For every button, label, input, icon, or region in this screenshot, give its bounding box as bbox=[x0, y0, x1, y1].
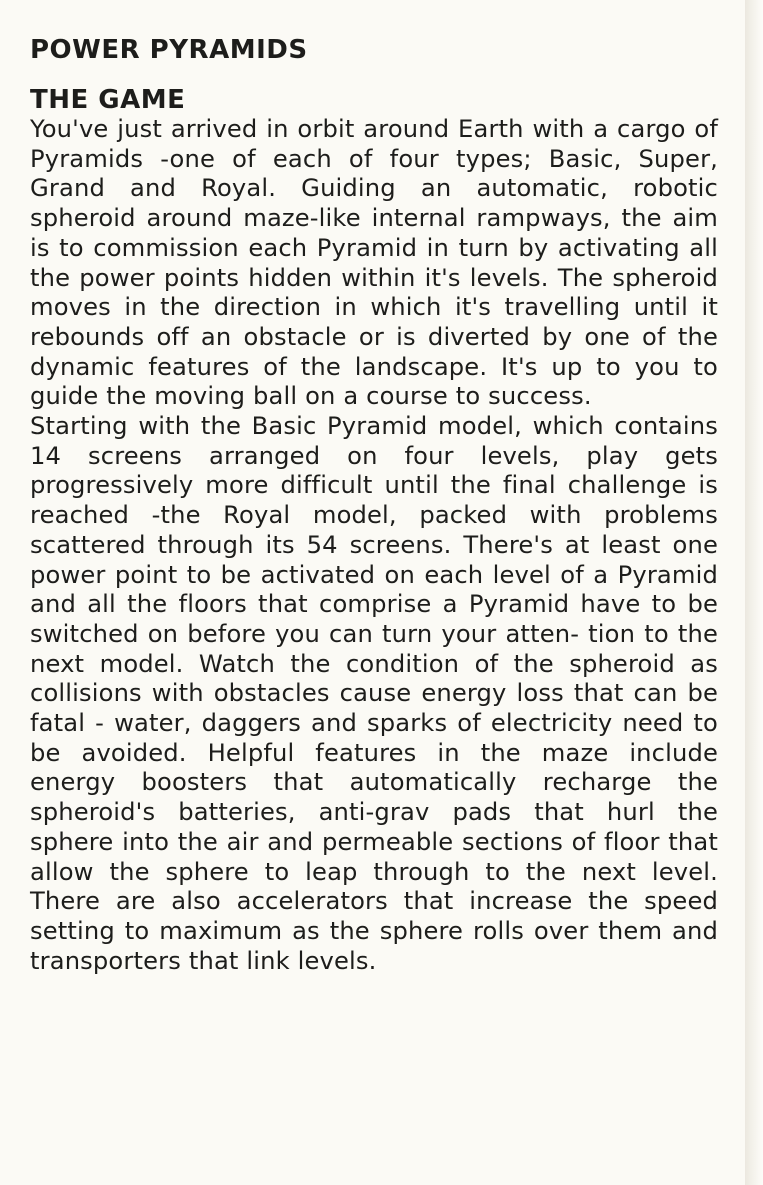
page-edge bbox=[745, 0, 763, 1185]
body-paragraph-2: Starting with the Basic Pyramid model, which contains 14 screens arranged on four levels, play gets progressively more difficult until the final challenge is reached -the Royal model, packed with problems scattered through its 54 screens. There's at least one power point to be activated on each level of a Pyramid and all the floors that comprise a Pyramid have to be switched on before you can turn your atten- tion to the next model. Watch the condition of the spheroid as collisions with obstacles cause energy loss that can be fatal - water, daggers and sparks of electricity need to be avoided. Helpful features in the maze include energy boosters that automatically recharge the spheroid's batteries, anti-grav pads that hurl the sphere into the air and permeable sections of floor that allow the sphere to leap through to the next level. There are also accelerators that increase the speed setting to maximum as the sphere rolls over them and transporters that link levels. bbox=[30, 412, 718, 975]
body-paragraph-1: You've just arrived in orbit around Earth with a cargo of Pyramids -one of each of four types; Basic, Super, Grand and Royal. Guiding an automatic, robotic spheroid around maze-like internal rampways, the aim is to commission each Pyramid in turn by activating all the power points hidden within it's levels. The spheroid moves in the direction in which it's travelling until it rebounds off an obstacle or is diverted by one of the dynamic features of the landscape. It's up to you to guide the moving ball on a course to success. bbox=[30, 115, 718, 411]
section-heading: THE GAME bbox=[30, 85, 186, 115]
document-content bbox=[30, 32, 718, 976]
document-title: POWER PYRAMIDS bbox=[30, 35, 308, 65]
